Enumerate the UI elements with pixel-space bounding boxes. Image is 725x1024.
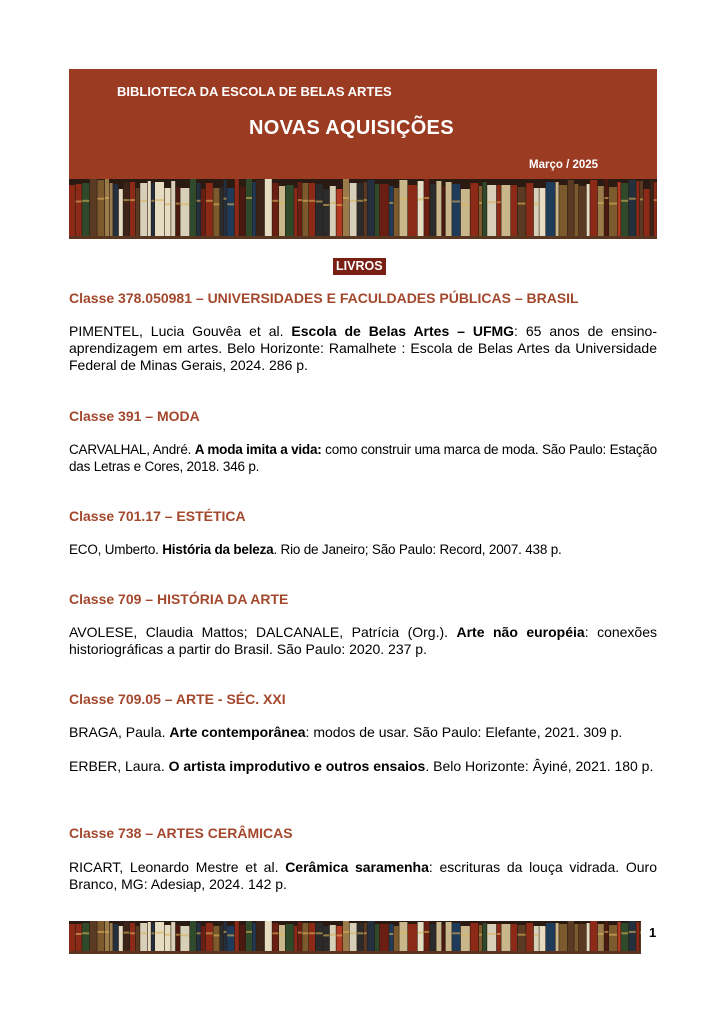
book-entry: [69, 758, 657, 775]
entry-author: ECO, Umberto.: [69, 542, 163, 557]
entry-author: ERBER, Laura.: [69, 758, 169, 774]
section-label: LIVROS: [333, 258, 386, 275]
entry-title: O artista improdutivo e outros ensaios: [168, 758, 426, 774]
entry-details: : conexões historiográficas a partir do Brasil. São Paulo: 2020. 237 p.: [69, 624, 657, 657]
entry-author: AVOLESE, Claudia Mattos; DALCANALE, Patrícia (Org.).: [69, 624, 457, 640]
entry-title: A moda imita a vida:: [194, 442, 322, 457]
book-entry: [69, 323, 657, 374]
page-title: NOVAS AQUISIÇÕES: [249, 117, 454, 139]
entry-details: : modos de usar. São Paulo: Elefante, 2021. 309 p.: [305, 724, 623, 740]
class-heading: Classe 709.05 – ARTE - SÉC. XXI: [69, 691, 286, 707]
bookshelf-image: [69, 179, 657, 239]
book-entry: [69, 541, 657, 558]
book-entry: [69, 624, 657, 658]
entry-author: RICART, Leonardo Mestre et al.: [69, 859, 286, 875]
entry-title: Cerâmica saramenha: [285, 859, 429, 875]
class-heading: Classe 701.17 – ESTÉTICA: [69, 508, 246, 524]
book-entry: [69, 724, 657, 741]
entry-details: como construir uma marca de moda. São Paulo: Estação das Letras e Cores, 2018. 346 p.: [69, 442, 657, 474]
header-banner: [69, 69, 657, 239]
class-heading: Classe 391 – MODA: [69, 408, 200, 424]
entry-details: : escrituras da louça vidrada. Ouro Branco, MG: Adesiap, 2024. 142 p.: [69, 859, 657, 892]
issue-date: Março / 2025: [529, 159, 599, 171]
class-heading: Classe 378.050981 – UNIVERSIDADES E FACULDADES PÚBLICAS – BRASIL: [69, 290, 579, 306]
entry-author: PIMENTEL, Lucia Gouvêa et al.: [69, 323, 292, 339]
entry-details: : 65 anos de ensino-aprendizagem em artes. Belo Horizonte: Ramalhete : Escola de Belas Artes da Universidade Federal de Minas Gerais, 2024. 286 p.: [69, 323, 657, 373]
entry-author: BRAGA, Paula.: [69, 724, 170, 740]
book-entry: [69, 441, 657, 475]
entry-title: História da beleza: [162, 542, 274, 557]
entry-title: Arte contemporânea: [169, 724, 306, 740]
entry-details: . Belo Horizonte: Âyiné, 2021. 180 p.: [425, 758, 654, 774]
class-heading: Classe 709 – HISTÓRIA DA ARTE: [69, 591, 289, 607]
page-number: 1: [649, 925, 657, 940]
institution-name: BIBLIOTECA DA ESCOLA DE BELAS ARTES: [117, 84, 392, 99]
entry-title: Escola de Belas Artes – UFMG: [291, 323, 515, 339]
entry-details: . Rio de Janeiro; São Paulo: Record, 2007. 438 p.: [273, 542, 562, 557]
entry-title: Arte não européia: [456, 624, 585, 640]
footer-bookshelf-image: [69, 921, 641, 954]
entry-author: CARVALHAL, André.: [69, 442, 195, 457]
class-heading: Classe 738 – ARTES CERÂMICAS: [69, 825, 293, 841]
book-entry: [69, 859, 657, 893]
